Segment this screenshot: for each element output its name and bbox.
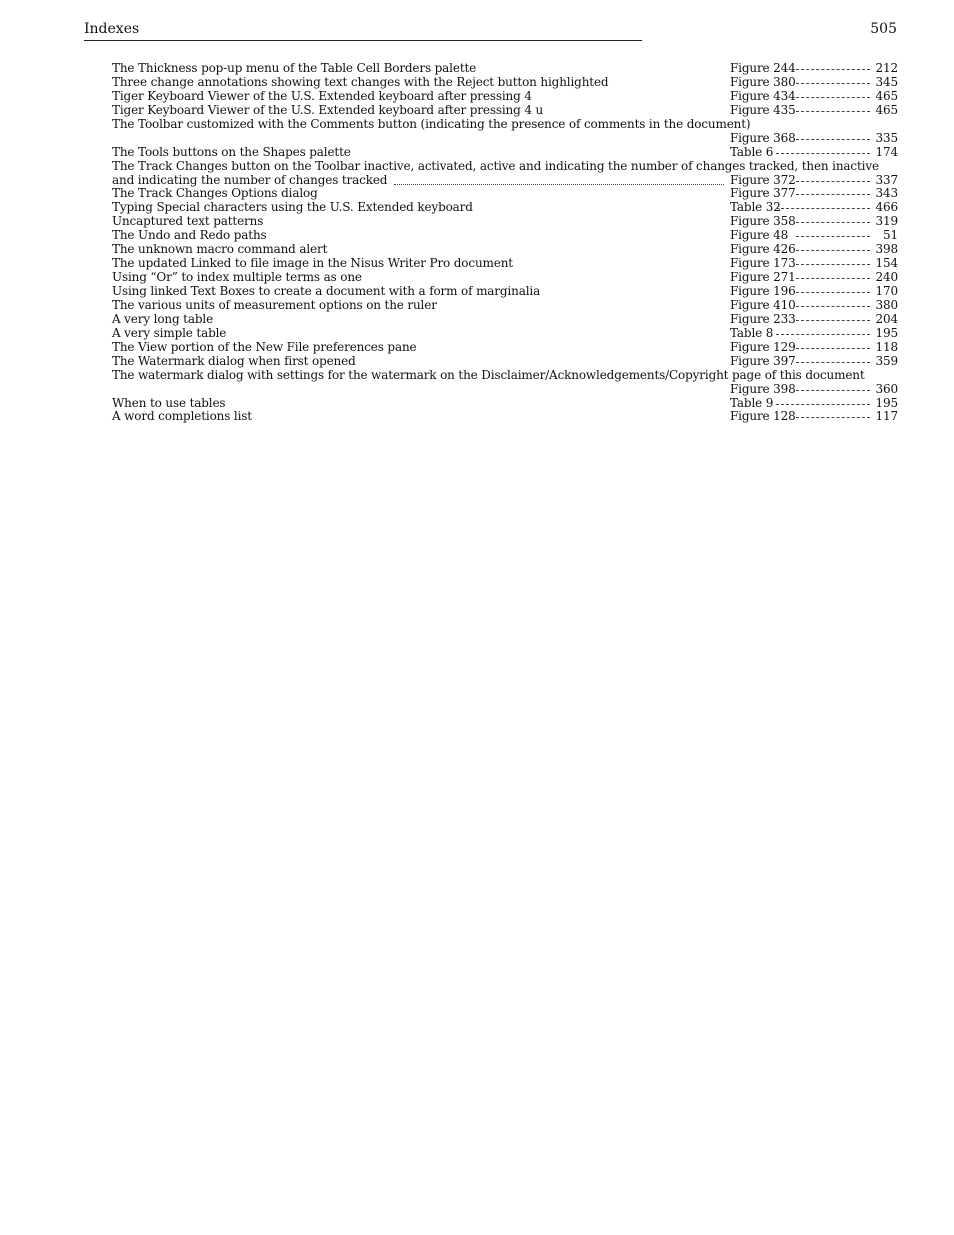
index-entry <box>112 397 898 411</box>
index-entry <box>112 146 898 160</box>
dash-leader <box>776 404 870 405</box>
entry-reference <box>730 104 898 118</box>
dash-leader <box>796 250 870 251</box>
reference-page-number: 335 <box>875 130 898 145</box>
index-entry <box>112 160 898 188</box>
dash-leader <box>796 264 870 265</box>
page-header <box>84 20 897 42</box>
dash-leader <box>796 181 870 182</box>
dash-leader <box>796 292 870 293</box>
dash-leader <box>776 334 870 335</box>
index-entry-line <box>112 160 898 174</box>
entry-label: A very simple table <box>112 325 227 340</box>
reference-page-number: 337 <box>875 172 898 187</box>
entry-label: Using linked Text Boxes to create a document with a form of marginalia <box>112 284 541 298</box>
index-entry <box>112 62 898 76</box>
index-entry <box>112 327 898 341</box>
entry-label: The watermark dialog with settings for the watermark on the Disclaimer/Acknowledgements/Copyright page of this document <box>112 367 865 382</box>
index-entry-line <box>112 201 898 215</box>
reference-label: Figure 233 <box>730 311 796 326</box>
entry-label: The unknown macro command alert <box>112 242 328 257</box>
entry-reference <box>730 410 898 424</box>
index-entry <box>112 271 898 285</box>
dash-leader <box>796 222 870 223</box>
dash-leader <box>796 306 870 307</box>
entry-label: The Undo and Redo paths <box>112 228 267 243</box>
header-rule <box>84 40 642 41</box>
entry-reference <box>730 299 898 313</box>
index-entry-line <box>112 215 898 229</box>
reference-label: Figure 48 <box>730 228 789 243</box>
index-entry-line <box>112 410 898 424</box>
reference-label: Figure 368 <box>730 130 796 145</box>
entry-reference <box>730 62 898 76</box>
reference-label: Figure 358 <box>730 214 796 229</box>
reference-label: Figure 129 <box>730 339 796 354</box>
reference-label: Figure 398 <box>730 381 796 396</box>
reference-page-number: 195 <box>875 325 898 340</box>
reference-label: Figure 372 <box>730 172 796 187</box>
reference-page-number: 398 <box>875 242 898 257</box>
index-entry <box>112 285 898 299</box>
dash-leader <box>796 320 870 321</box>
entry-label: Typing Special characters using the U.S. Extended keyboard <box>112 200 473 215</box>
index-entry <box>112 118 898 146</box>
index-entry-line <box>112 243 898 257</box>
entry-label: and indicating the number of changes tracked <box>112 172 388 187</box>
reference-page-number: 465 <box>875 102 898 117</box>
reference-page-number: 343 <box>875 186 898 201</box>
reference-label: Table 6 <box>730 144 774 159</box>
entry-reference <box>730 243 898 257</box>
entry-label: Uncaptured text patterns <box>112 214 264 229</box>
index-entry-line <box>112 271 898 285</box>
index-entry-line <box>112 146 898 160</box>
index-entry-line <box>112 355 898 369</box>
reference-label: Figure 128 <box>730 409 796 424</box>
index-entry-line <box>112 174 898 188</box>
index-entry-list <box>112 62 898 424</box>
index-entry-line <box>112 397 898 411</box>
reference-page-number: 170 <box>875 284 898 298</box>
index-entry-line <box>112 229 898 243</box>
reference-page-number: 212 <box>875 61 898 75</box>
index-entry-line <box>112 76 898 90</box>
reference-label: Figure 196 <box>730 284 796 298</box>
reference-label: Figure 426 <box>730 242 796 257</box>
entry-label: The View portion of the New File preferences pane <box>112 339 417 354</box>
entry-reference <box>730 201 898 215</box>
reference-page-number: 195 <box>875 395 898 410</box>
entry-label: The Thickness pop-up menu of the Table Cell Borders palette <box>112 61 477 75</box>
dash-leader <box>796 139 870 140</box>
index-entry-line <box>112 327 898 341</box>
index-entry-line <box>112 383 898 397</box>
reference-page-number: 380 <box>875 297 898 312</box>
index-entry-line <box>112 132 898 146</box>
reference-page-number: 154 <box>875 256 898 271</box>
reference-page-number: 360 <box>875 381 898 396</box>
reference-label: Figure 173 <box>730 256 796 271</box>
entry-reference <box>730 132 898 146</box>
reference-page-number: 51 <box>883 228 898 243</box>
entry-reference <box>730 146 898 160</box>
index-entry-line <box>112 90 898 104</box>
dash-leader <box>796 83 870 84</box>
dash-leader <box>796 278 870 279</box>
page-number: 505 <box>870 21 897 37</box>
reference-page-number: 465 <box>875 88 898 103</box>
reference-label: Figure 271 <box>730 270 796 285</box>
entry-label: The Track Changes button on the Toolbar inactive, activated, active and indicating the number of changes tracked, then inactive <box>112 158 879 173</box>
entry-label: Using “Or” to index multiple terms as one <box>112 270 362 285</box>
reference-label: Figure 410 <box>730 297 796 312</box>
index-entry <box>112 76 898 90</box>
entry-reference <box>730 327 898 341</box>
reference-label: Figure 434 <box>730 88 796 103</box>
dash-leader <box>796 362 870 363</box>
entry-reference <box>730 257 898 271</box>
reference-page-number: 174 <box>875 144 898 159</box>
entry-label: Tiger Keyboard Viewer of the U.S. Extended keyboard after pressing 4 u <box>112 102 544 117</box>
entry-reference <box>730 271 898 285</box>
dash-leader <box>796 348 870 349</box>
entry-label: A word completions list <box>112 409 252 424</box>
entry-label: The Toolbar customized with the Comments button (indicating the presence of comments in the document) <box>112 116 751 131</box>
index-entry-line <box>112 118 898 132</box>
reference-page-number: 319 <box>875 214 898 229</box>
entry-reference <box>730 341 898 355</box>
entry-label: When to use tables <box>112 395 226 410</box>
reference-page-number: 118 <box>875 339 898 354</box>
index-entry <box>112 410 898 424</box>
index-entry-line <box>112 285 898 299</box>
entry-reference <box>730 383 898 397</box>
reference-label: Table 9 <box>730 395 774 410</box>
index-entry <box>112 313 898 327</box>
reference-label: Figure 435 <box>730 102 796 117</box>
reference-page-number: 345 <box>875 74 898 89</box>
section-title: Indexes <box>84 21 140 37</box>
dash-leader <box>796 69 870 70</box>
index-entry-line <box>112 257 898 271</box>
entry-reference <box>730 215 898 229</box>
index-entry <box>112 243 898 257</box>
entry-reference <box>730 76 898 90</box>
entry-label: Three change annotations showing text changes with the Reject button highlighted <box>112 74 609 89</box>
entry-reference <box>730 229 898 243</box>
dash-leader <box>796 194 870 195</box>
dash-leader <box>796 236 870 237</box>
reference-label: Figure 397 <box>730 353 796 368</box>
index-entry <box>112 229 898 243</box>
index-entry-line <box>112 104 898 118</box>
index-entry-line <box>112 341 898 355</box>
entry-label: The Track Changes Options dialog <box>112 186 318 201</box>
reference-page-number: 466 <box>875 200 898 215</box>
index-entry <box>112 299 898 313</box>
index-entry <box>112 257 898 271</box>
index-entry-line <box>112 299 898 313</box>
reference-label: Table 8 <box>730 325 774 340</box>
reference-label: Figure 377 <box>730 186 796 201</box>
index-entry <box>112 355 898 369</box>
dash-leader <box>776 153 870 154</box>
reference-label: Figure 244 <box>730 61 796 75</box>
entry-label: The Watermark dialog when first opened <box>112 353 356 368</box>
index-entry-line <box>112 369 898 383</box>
reference-label: Figure 380 <box>730 74 796 89</box>
entry-label: The Tools buttons on the Shapes palette <box>112 144 351 159</box>
entry-reference <box>730 174 898 188</box>
index-entry <box>112 215 898 229</box>
dash-leader <box>796 111 870 112</box>
dash-leader <box>796 97 870 98</box>
index-entry <box>112 341 898 355</box>
index-entry <box>112 104 898 118</box>
index-entry-line <box>112 313 898 327</box>
reference-page-number: 204 <box>875 311 898 326</box>
entry-label: Tiger Keyboard Viewer of the U.S. Extended keyboard after pressing 4 <box>112 88 532 103</box>
entry-label: The updated Linked to file image in the Nisus Writer Pro document <box>112 256 513 271</box>
entry-label: A very long table <box>112 311 214 326</box>
entry-reference <box>730 285 898 299</box>
index-entry <box>112 201 898 215</box>
entry-reference <box>730 187 898 201</box>
entry-reference <box>730 397 898 411</box>
entry-reference <box>730 90 898 104</box>
reference-page-number: 117 <box>875 409 898 424</box>
index-entry-line <box>112 187 898 201</box>
reference-label: Table 32 <box>730 200 781 215</box>
index-entry-line <box>112 62 898 76</box>
dash-leader <box>796 390 870 391</box>
entry-label: The various units of measurement options on the ruler <box>112 297 437 312</box>
index-entry <box>112 90 898 104</box>
dot-leader <box>394 184 724 185</box>
index-entry <box>112 187 898 201</box>
dash-leader <box>796 417 870 418</box>
reference-page-number: 240 <box>875 270 898 285</box>
entry-reference <box>730 313 898 327</box>
entry-reference <box>730 355 898 369</box>
dash-leader <box>776 208 870 209</box>
index-entry <box>112 369 898 397</box>
reference-page-number: 359 <box>875 353 898 368</box>
